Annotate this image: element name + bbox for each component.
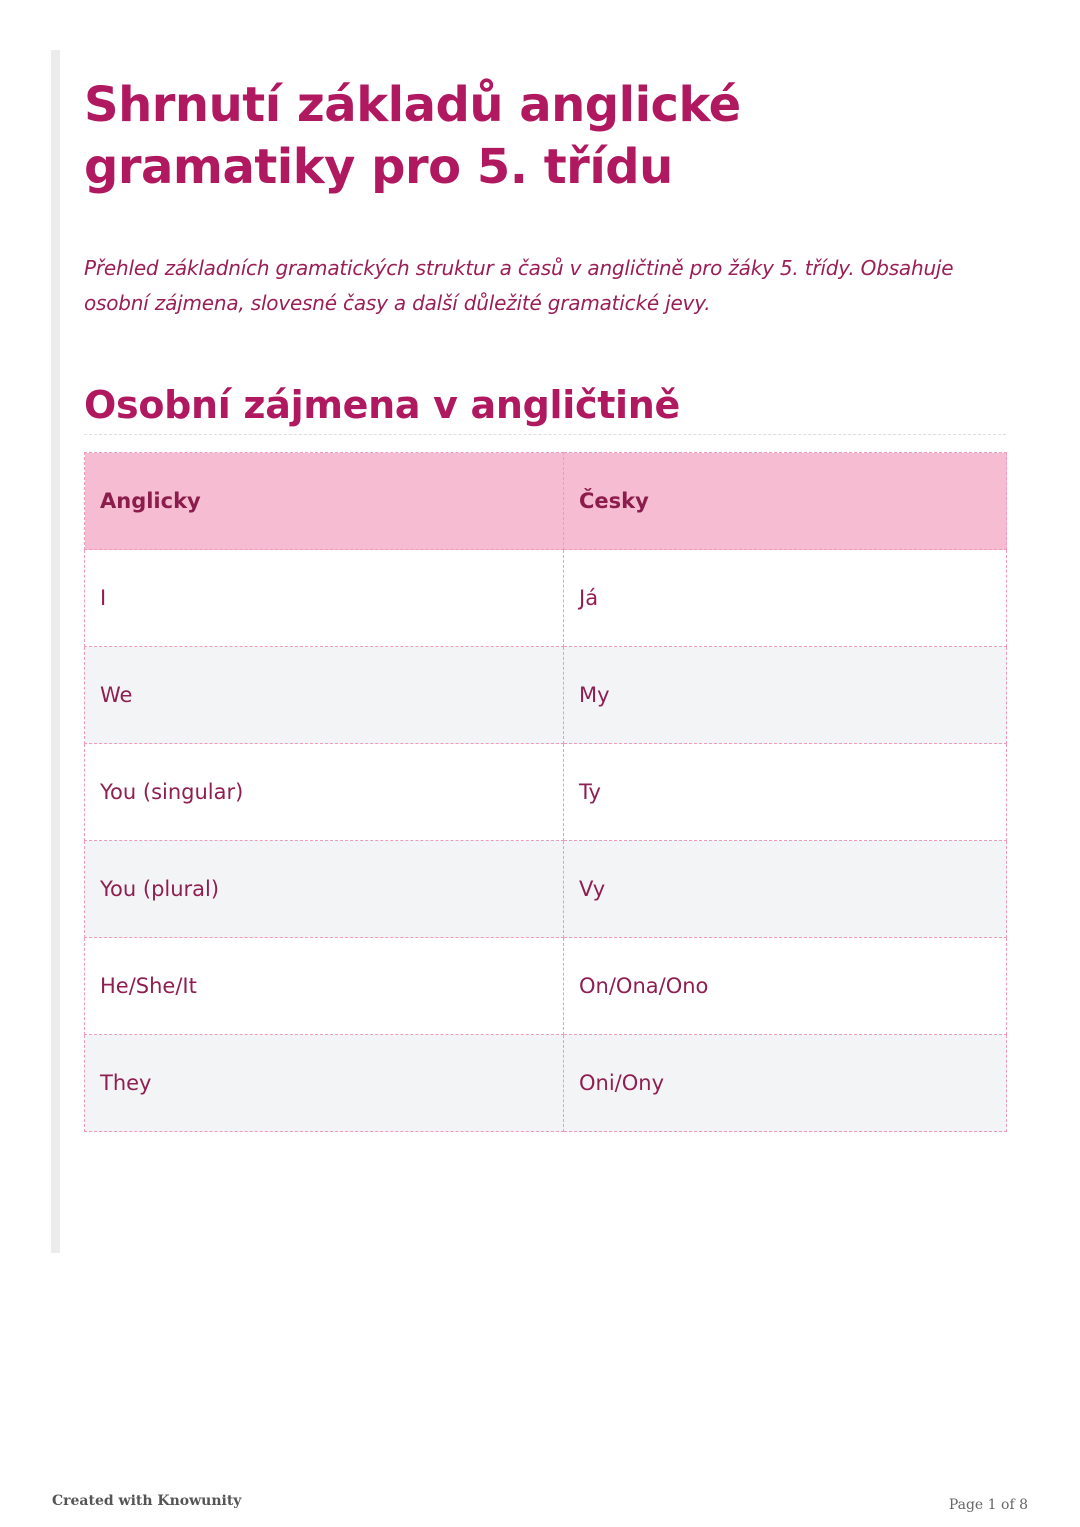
table-row	[85, 1035, 1007, 1132]
created-with-label: Created with Knowunity	[52, 1493, 242, 1509]
cell-english: They	[85, 1035, 564, 1132]
table-row	[85, 938, 1007, 1035]
cell-english: You (plural)	[85, 841, 564, 938]
section-heading: Osobní zájmena v angličtině	[84, 383, 681, 427]
table-row	[85, 841, 1007, 938]
page-indicator: Page 1 of 8	[948, 1497, 1028, 1513]
left-accent-bar	[51, 50, 60, 1253]
cell-czech: Ty	[564, 744, 1007, 841]
cell-english: You (singular)	[85, 744, 564, 841]
cell-english: He/She/It	[85, 938, 564, 1035]
page-subtitle: Přehled základních gramatických struktur a časů v angličtině pro žáky 5. třídy. Obsahuje osobní zájmena, slovesné časy a další důležité gramatické jevy.	[84, 256, 954, 315]
table-header-row	[85, 453, 1007, 550]
section-divider	[84, 434, 1006, 435]
cell-english: I	[85, 550, 564, 647]
column-header-english: Anglicky	[85, 453, 564, 550]
cell-czech: Já	[564, 550, 1007, 647]
column-header-czech: Česky	[564, 453, 1007, 550]
cell-czech: Vy	[564, 841, 1007, 938]
table-row	[85, 744, 1007, 841]
cell-czech: On/Ona/Ono	[564, 938, 1007, 1035]
table-row	[85, 647, 1007, 744]
cell-czech: Oni/Ony	[564, 1035, 1007, 1132]
pronoun-table	[84, 452, 1007, 1132]
page-title: Shrnutí základů anglické gramatiky pro 5. třídu	[84, 77, 741, 195]
cell-czech: My	[564, 647, 1007, 744]
table-row	[85, 550, 1007, 647]
cell-english: We	[85, 647, 564, 744]
